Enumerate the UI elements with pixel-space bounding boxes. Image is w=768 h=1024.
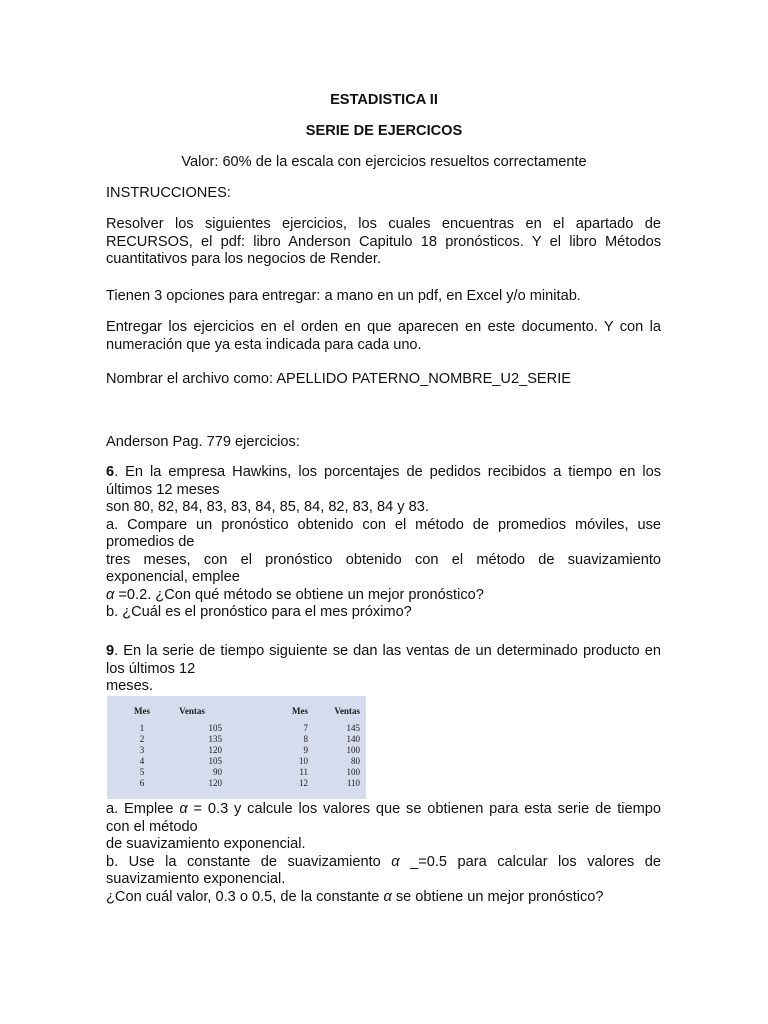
document-subtitle: SERIE DE EJERCICOS — [305, 123, 463, 139]
table-cell: 140 — [346, 734, 360, 744]
table-cell: 4 — [139, 756, 145, 766]
text-line: Entregar los ejercicios en el orden en que aparecen en este documento. Y con la — [106, 319, 661, 335]
alpha-symbol: α — [391, 853, 400, 870]
table-cell: 9 — [303, 745, 308, 755]
instructions-paragraph-1 — [106, 216, 661, 269]
text-line: b. ¿Cuál es el pronóstico para el mes próximo? — [106, 604, 412, 620]
text-line: b. Use la constante de suavizamiento α _=0.5 para calcular los valores de — [106, 853, 661, 870]
text-line: ¿Con cuál valor, 0.3 o 0.5, de la constante α se obtiene un mejor pronóstico? — [106, 888, 604, 905]
table-cell: 6 — [139, 778, 145, 788]
table-cell: 12 — [299, 778, 308, 788]
table-cell: 100 — [346, 767, 360, 777]
text-line: a. Emplee α = 0.3 y calcule los valores que se obtienen para esta serie de tiempo — [106, 801, 662, 817]
exercise-9-questions — [106, 801, 661, 906]
table-row — [122, 767, 360, 778]
text-line: meses. — [106, 678, 154, 694]
text-line: de suavizamiento exponencial. — [106, 836, 306, 852]
table-cell: 105 — [208, 756, 222, 766]
text-line: cuantitativos para los negocios de Render. — [106, 251, 382, 267]
table-cell: 1 — [139, 723, 145, 733]
exercise-number: 6 — [106, 464, 115, 480]
table-header-cell: Ventas — [179, 706, 205, 716]
text-line: α =0.2. ¿Con qué método se obtiene un mejor pronóstico? — [106, 586, 484, 603]
table-header-cell: Mes — [134, 706, 150, 716]
table-cell: 100 — [346, 745, 360, 755]
instructions-paragraph-4: Nombrar el archivo como: APELLIDO PATERNO_NOMBRE_U2_SERIE — [106, 371, 571, 387]
table-cell: 105 — [208, 723, 222, 733]
table-cell: 120 — [208, 745, 222, 755]
table-row — [122, 778, 360, 789]
text-line: 6. En la empresa Hawkins, los porcentajes de pedidos recibidos a tiempo en los — [106, 464, 661, 480]
table-cell: 120 — [208, 778, 222, 788]
table-cell: 80 — [351, 756, 360, 766]
text-line: tres meses, con el pronóstico obtenido con el método de suavizamiento — [106, 551, 661, 568]
text-line: a. Compare un pronóstico obtenido con el método de promedios móviles, use — [106, 516, 661, 533]
table-header-row — [122, 706, 360, 723]
table-row — [122, 723, 360, 734]
table-cell: 3 — [139, 745, 145, 755]
text-line: RECURSOS, el pdf: libro Anderson Capitulo 18 pronósticos. Y el libro Métodos — [106, 233, 661, 250]
text-line: exponencial, emplee — [106, 569, 240, 585]
instructions-paragraph-2: Tienen 3 opciones para entregar: a mano en un pdf, en Excel y/o minitab. — [106, 288, 581, 304]
table-row — [122, 734, 360, 745]
sales-table — [122, 706, 360, 789]
alpha-symbol: α — [106, 586, 115, 603]
table-header-cell: Mes — [292, 706, 308, 716]
text-line: últimos 12 meses — [106, 481, 220, 498]
table-cell: 8 — [303, 734, 308, 744]
exercise-9 — [106, 643, 661, 696]
instructions-heading: INSTRUCCIONES: — [106, 185, 231, 201]
table-header-cell: Ventas — [334, 706, 360, 716]
alpha-symbol: α — [179, 801, 188, 817]
table-cell: 7 — [303, 723, 308, 733]
instructions-paragraph-3 — [106, 319, 661, 354]
table-cell: 110 — [346, 778, 360, 788]
exercise-6 — [106, 464, 661, 622]
text-line: 9. En la serie de tiempo siguiente se dan las ventas de un determinado producto en — [106, 643, 661, 659]
table-row — [122, 756, 360, 767]
table-cell: 135 — [208, 734, 222, 744]
text-line: los últimos 12 — [106, 660, 196, 677]
text-line: son 80, 82, 84, 83, 83, 84, 85, 84, 82, 83, 84 y 83. — [106, 499, 429, 515]
table-cell: 2 — [139, 734, 145, 744]
text-line: Resolver los siguientes ejercicios, los cuales encuentras en el apartado de — [106, 216, 661, 232]
table-row — [122, 745, 360, 756]
table-cell: 145 — [346, 723, 360, 733]
table-cell: 11 — [299, 767, 308, 777]
exercise-number: 9 — [106, 643, 115, 659]
table-cell: 5 — [139, 767, 145, 777]
text-line: con el método — [106, 818, 198, 835]
text-line: promedios de — [106, 534, 195, 550]
alpha-symbol: α — [383, 888, 392, 905]
table-cell: 90 — [213, 767, 222, 777]
section-reference: Anderson Pag. 779 ejercicios: — [106, 434, 300, 450]
text-line: numeración que ya esta indicada para cada uno. — [106, 336, 422, 353]
table-cell: 10 — [299, 756, 308, 766]
valor-line: Valor: 60% de la escala con ejercicios resueltos correctamente — [181, 154, 587, 170]
document-title: ESTADISTICA II — [330, 92, 438, 108]
text-line: suavizamiento exponencial. — [106, 871, 286, 887]
